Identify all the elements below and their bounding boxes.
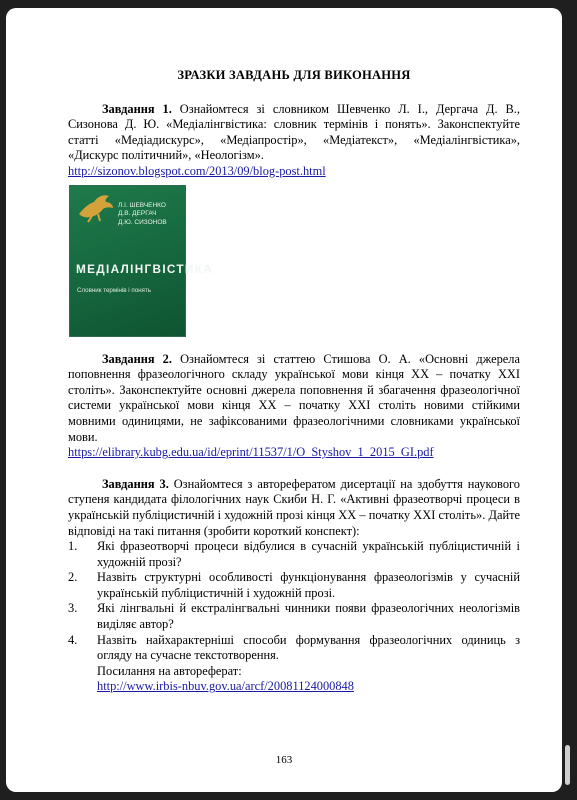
list-item: 4. Назвіть найхарактерніші способи формування фразеологічних одиниць з огляду на сучасне текстотворення.: [68, 632, 520, 663]
book-title: МЕДІАЛІНГВІСТИКА: [76, 261, 214, 276]
scrollbar-thumb[interactable]: [565, 745, 570, 785]
document-page: [6, 8, 562, 792]
book-subtitle: Словник термінів і понять: [77, 286, 151, 294]
task-2-label: Завдання 2.: [102, 351, 172, 366]
task-3: [68, 477, 520, 695]
task-1-label: Завдання 1.: [102, 101, 172, 116]
book-cover-image: [70, 186, 214, 336]
task-3-text: Ознайомтеся з авторефератом дисертації на здобуття наукового ступеня кандидата філологічних наук Скиби Н. Г. «Активні фразеотворчі процеси в українській публіцистичній і художній прозі кінця ХХ – початку ХХІ століть». Дайте відповіді на такі питання (зробити короткий конспект):: [68, 476, 520, 538]
list-item: 2. Назвіть структурні особливості функціонування фразеологізмів у сучасній українській публіцистичній і художній прозі.: [68, 570, 520, 600]
task-2-text: Ознайомтеся зі статтею Стишова О. А. «Основні джерела поповнення фразеологічного складу української мови кінця ХХ – початку ХХІ століть». Законспектуйте основні джерела поповнення й збагачення фразеологічної системи української мови кінця ХХ – початку ХХІ століть новими стійкими мовними одиницями, не зафіксованими фразеологічними словниками української мови.: [68, 351, 520, 444]
task-3-label: Завдання 3.: [102, 476, 169, 491]
page-content: [68, 68, 520, 695]
list-item: 3. Які лінгвальні й екстралінгвальні чинники появи фразеологічних неологізмів виділяє автор?: [68, 601, 520, 632]
page-number: 163: [275, 754, 293, 766]
task-2-link[interactable]: https://elibrary.kubg.edu.ua/id/eprint/11537/1/O_Styshov_1_2015_GI.pdf: [68, 445, 434, 460]
list-item: 1. Які фразеотворчі процеси відбулися в сучасній українській публіцистичній і художній прозі?: [68, 539, 520, 569]
question-list: [68, 539, 520, 664]
horse-emblem-icon: [76, 190, 116, 224]
task-1-link[interactable]: http://sizonov.blogspot.com/2013/09/blog-post.html: [68, 163, 326, 178]
book-authors: Л.І. ШЕВЧЕНКО Д.В. ДЕРГАЧ Д.Ю. СИЗОНОВ: [118, 201, 167, 226]
page-heading: ЗРАЗКИ ЗАВДАНЬ ДЛЯ ВИКОНАННЯ: [177, 68, 411, 82]
reference-block: [68, 664, 520, 695]
task-1-text: Ознайомтеся зі словником Шевченко Л. І., Дергача Д. В., Сизонова Д. Ю. «Медіалінгвістика: словник термінів і понять». Законспектуйте статті «Медіадискурс», «Медіапростір», «Медіатекст», «Медіалінгвістика», «Дискурс політичний», «Неологізм».: [68, 101, 520, 163]
reference-label: Посилання на автореферат:: [97, 663, 242, 678]
task-2: [68, 352, 520, 461]
task-1: [68, 102, 520, 336]
task-3-link[interactable]: http://www.irbis-nbuv.gov.ua/arcf/20081124000848: [97, 679, 354, 694]
